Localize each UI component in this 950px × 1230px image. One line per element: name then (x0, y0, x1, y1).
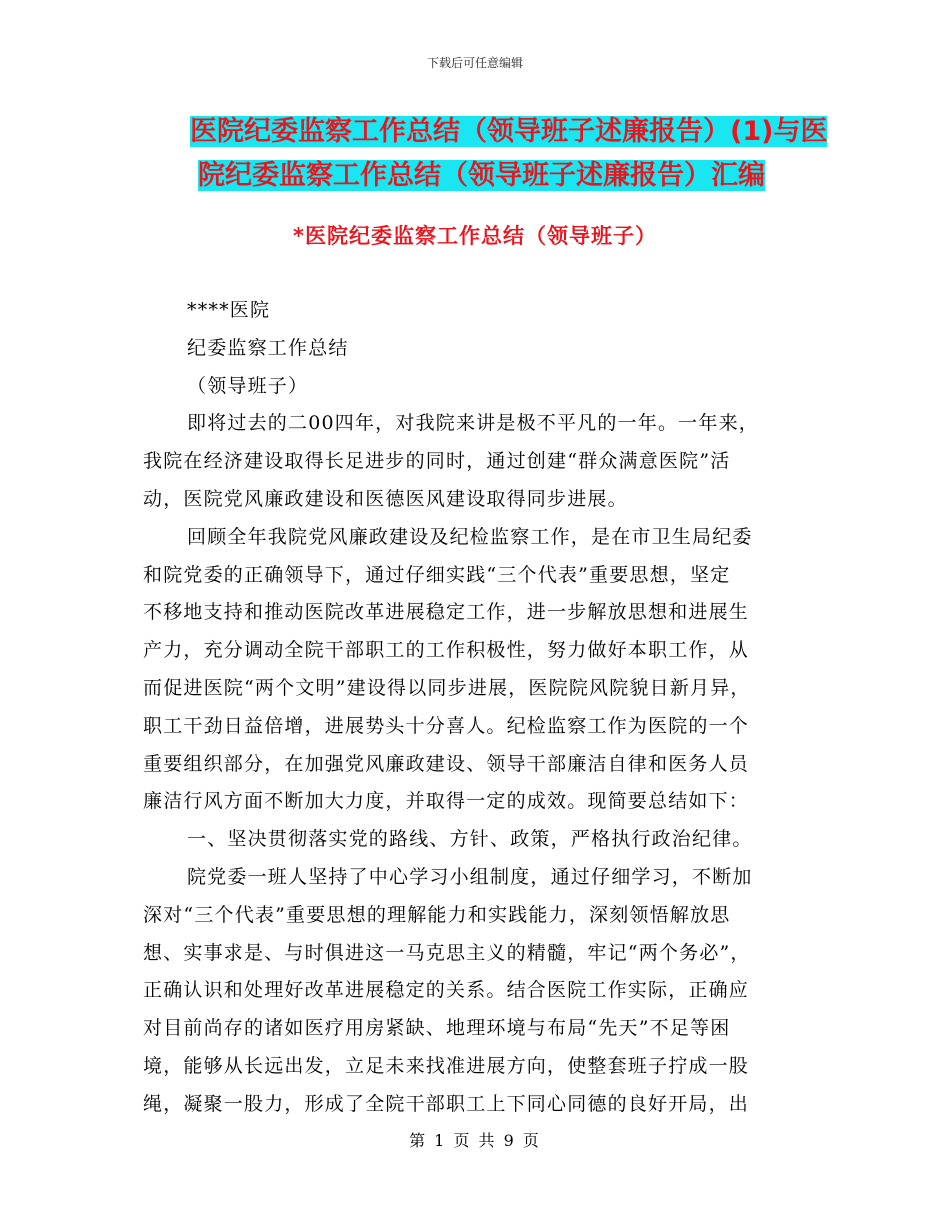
text-line: 纪委监察工作总结 (187, 336, 349, 359)
text-line: 即将过去的二00四年，对我院来讲是极不平凡的一年。一年来， (187, 412, 759, 435)
text-line: 廉洁行风方面不断加大力度，并取得一定的成效。现简要总结如下： (143, 790, 750, 813)
text-line: 境，能够从长远出发，立足未来找准进展方向，使整套班子拧成一股 (143, 1054, 750, 1077)
header-note: 下载后可任意编辑 (426, 56, 523, 70)
text-line: 一、坚决贯彻落实党的路线、方针、政策，严格执行政治纪律。 (187, 828, 753, 851)
text-line: （领导班子） (187, 374, 309, 397)
document-title (190, 110, 830, 198)
text-line: ****医院 (187, 299, 271, 321)
text-line: 动，医院党风廉政建设和医德医风建设取得同步进展。 (143, 487, 628, 510)
text-line: 正确认识和处理好改革进展稳定的关系。结合医院工作实际，正确应 (143, 979, 750, 1002)
text-line: 对目前尚存的诸如医疗用房紧缺、地理环境与布局“先天”不足等困 (143, 1017, 731, 1040)
text-line: 重要组织部分，在加强党风廉政建设、领导干部廉洁自律和医务人员 (143, 752, 750, 775)
title-line-1: 医院纪委监察工作总结（领导班子述廉报告）(1)与医 (190, 116, 828, 147)
title-line-2: 院纪委监察工作总结（领导班子述廉报告）汇编 (198, 160, 765, 191)
section-title: *医院纪委监察工作总结（领导班子） (293, 224, 657, 248)
text-line: 想、实事求是、与时俱进这一马克思主义的精髓，牢记“两个务必”， (143, 941, 751, 964)
text-line: 和院党委的正确领导下，通过仔细实践“三个代表”重要思想，坚定 (143, 563, 731, 586)
text-line: 深对“三个代表”重要思想的理解能力和实践能力，深刻领悟解放思 (143, 903, 731, 926)
document-body (143, 292, 803, 1124)
text-line: 职工干劲日益倍增，进展势头十分喜人。纪检监察工作为医院的一个 (143, 714, 750, 737)
text-line: 院党委一班人坚持了中心学习小组制度，通过仔细学习，不断加 (187, 865, 753, 888)
page-number: 第 1 页 共 9 页 (409, 1131, 541, 1150)
text-line: 而促进医院“两个文明”建设得以同步进展，医院院风院貌日新月异， (143, 676, 751, 699)
text-line: 产力，充分调动全院干部职工的工作积极性，努力做好本职工作，从 (143, 639, 750, 662)
text-line: 我院在经济建设取得长足进步的同时，通过创建“群众满意医院”活 (143, 450, 731, 473)
text-line: 回顾全年我院党风廉政建设及纪检监察工作，是在市卫生局纪委 (187, 525, 753, 548)
text-line: 不移地支持和推动医院改革进展稳定工作，进一步解放思想和进展生 (143, 601, 750, 624)
text-line: 绳，凝聚一股力，形成了全院干部职工上下同心同德的良好开局，出 (143, 1092, 750, 1115)
